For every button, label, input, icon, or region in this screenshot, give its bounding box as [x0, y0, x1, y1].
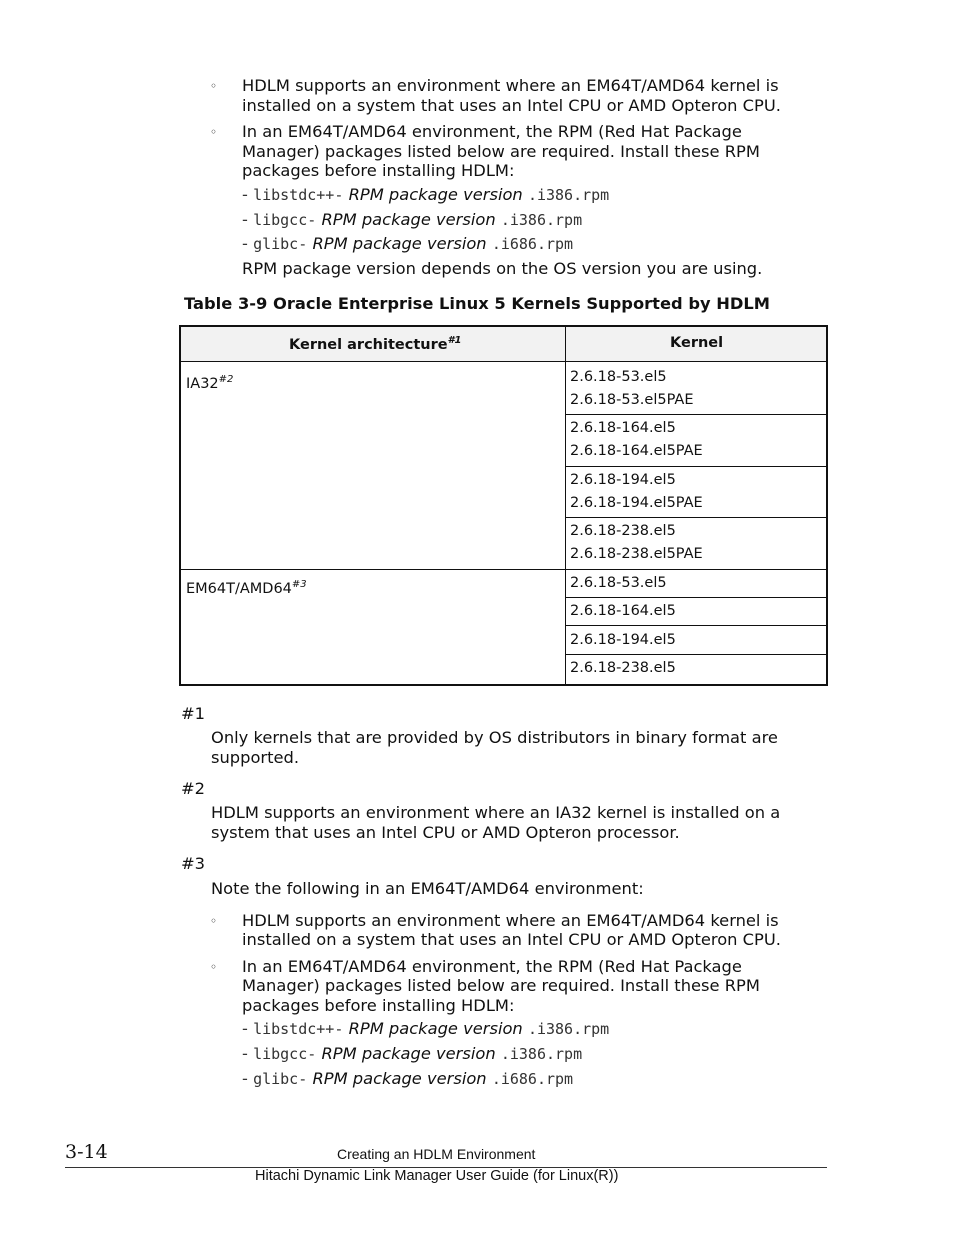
footer-book-title: Hitachi Dynamic Link Manager User Guide (for Linux(R))	[255, 1168, 619, 1184]
text-line: HDLM supports an environment where an EM64T/AMD64 kernel is	[242, 911, 779, 930]
text-line: installed on a system that uses an Intel CPU or AMD Opteron CPU.	[242, 96, 781, 115]
row-divider	[566, 597, 828, 598]
package-line	[242, 210, 582, 230]
kernel-cell: 2.6.18-164.el5PAE	[570, 443, 703, 459]
text-line: In an EM64T/AMD64 environment, the RPM (Red Hat Package	[242, 957, 742, 976]
package-suffix: .i386.rpm	[527, 1020, 610, 1038]
package-suffix: .i386.rpm	[527, 186, 610, 204]
row-divider	[566, 625, 828, 626]
package-line	[242, 1069, 573, 1089]
package-line	[242, 185, 609, 205]
package-dash: -	[242, 1069, 248, 1088]
header-kernel-architecture	[289, 335, 462, 353]
footnote-label: #1	[181, 704, 206, 723]
text-line: Manager) packages listed below are required. Install these RPM	[242, 142, 760, 161]
package-dash: -	[242, 1044, 248, 1063]
column-divider	[565, 327, 566, 684]
arch-cell-em64t	[186, 573, 307, 601]
text-line: HDLM supports an environment where an IA32 kernel is installed on a	[211, 803, 781, 822]
text-line: installed on a system that uses an Intel CPU or AMD Opteron CPU.	[242, 930, 781, 949]
kernel-cell: 2.6.18-238.el5	[570, 523, 676, 539]
arch-cell-ia32	[186, 368, 233, 396]
footnote-label: #3	[181, 854, 206, 873]
kernel-cell: 2.6.18-53.el5PAE	[570, 392, 694, 408]
table-header-row	[181, 327, 826, 362]
kernel-cell: 2.6.18-194.el5PAE	[570, 495, 703, 511]
footnote-ref: #1	[447, 335, 462, 346]
footer-section-title: Creating an HDLM Environment	[337, 1146, 536, 1162]
package-prefix: libgcc-	[253, 1045, 317, 1063]
package-version: RPM package version	[321, 210, 496, 229]
package-suffix: .i386.rpm	[500, 211, 583, 229]
kernel-cell: 2.6.18-164.el5	[570, 603, 676, 619]
text-line: Note the following in an EM64T/AMD64 environment:	[211, 879, 644, 898]
kernel-cell: 2.6.18-238.el5	[570, 660, 676, 676]
bullet-marker: ◦	[210, 960, 218, 974]
table-caption: Table 3-9 Oracle Enterprise Linux 5 Kernels Supported by HDLM	[184, 294, 770, 313]
kernel-table	[179, 325, 828, 686]
kernel-cell: 2.6.18-53.el5	[570, 369, 667, 385]
footnote-ref: #2	[218, 374, 234, 385]
package-prefix: libgcc-	[253, 211, 317, 229]
package-dash: -	[242, 210, 248, 229]
package-suffix: .i686.rpm	[491, 235, 574, 253]
package-version: RPM package version	[348, 185, 523, 204]
package-version: RPM package version	[321, 1044, 496, 1063]
text-line: supported.	[211, 748, 300, 767]
package-suffix: .i686.rpm	[491, 1070, 574, 1088]
package-version: RPM package version	[348, 1019, 523, 1038]
text-line: Manager) packages listed below are required. Install these RPM	[242, 976, 760, 995]
text-line: packages before installing HDLM:	[242, 161, 515, 180]
text-line: system that uses an Intel CPU or AMD Opteron processor.	[211, 823, 680, 842]
bullet-marker: ◦	[210, 125, 218, 139]
package-prefix: glibc-	[253, 1070, 308, 1088]
header-kernel: Kernel	[670, 335, 724, 351]
package-dash: -	[242, 185, 248, 204]
kernel-cell: 2.6.18-238.el5PAE	[570, 546, 703, 562]
text-line: HDLM supports an environment where an EM64T/AMD64 kernel is	[242, 76, 779, 95]
arch-label: IA32	[186, 376, 219, 392]
text-line: Only kernels that are provided by OS distributors in binary format are	[211, 728, 778, 747]
package-note: RPM package version depends on the OS version you are using.	[242, 259, 763, 278]
text-line: In an EM64T/AMD64 environment, the RPM (Red Hat Package	[242, 122, 742, 141]
bullet-marker: ◦	[210, 914, 218, 928]
package-suffix: .i386.rpm	[500, 1045, 583, 1063]
package-dash: -	[242, 1019, 248, 1038]
bullet-marker: ◦	[210, 79, 218, 93]
footnote-ref: #3	[291, 579, 307, 590]
kernel-cell: 2.6.18-164.el5	[570, 420, 676, 436]
footnote-label: #2	[181, 779, 206, 798]
package-line	[242, 1019, 609, 1039]
package-dash: -	[242, 234, 248, 253]
group-divider	[181, 569, 826, 570]
row-divider	[566, 517, 828, 518]
kernel-cell: 2.6.18-53.el5	[570, 575, 667, 591]
page-number: 3-14	[65, 1141, 108, 1163]
header-arch-label: Kernel architecture	[289, 337, 448, 353]
row-divider	[566, 414, 828, 415]
package-line	[242, 234, 573, 254]
package-prefix: glibc-	[253, 235, 308, 253]
package-line	[242, 1044, 582, 1064]
text-line: packages before installing HDLM:	[242, 996, 515, 1015]
package-prefix: libstdc++-	[253, 1020, 344, 1038]
kernel-cell: 2.6.18-194.el5	[570, 472, 676, 488]
package-version: RPM package version	[312, 234, 487, 253]
kernel-cell: 2.6.18-194.el5	[570, 632, 676, 648]
package-prefix: libstdc++-	[253, 186, 344, 204]
row-divider	[566, 466, 828, 467]
package-version: RPM package version	[312, 1069, 487, 1088]
row-divider	[566, 654, 828, 655]
arch-label: EM64T/AMD64	[186, 581, 292, 597]
